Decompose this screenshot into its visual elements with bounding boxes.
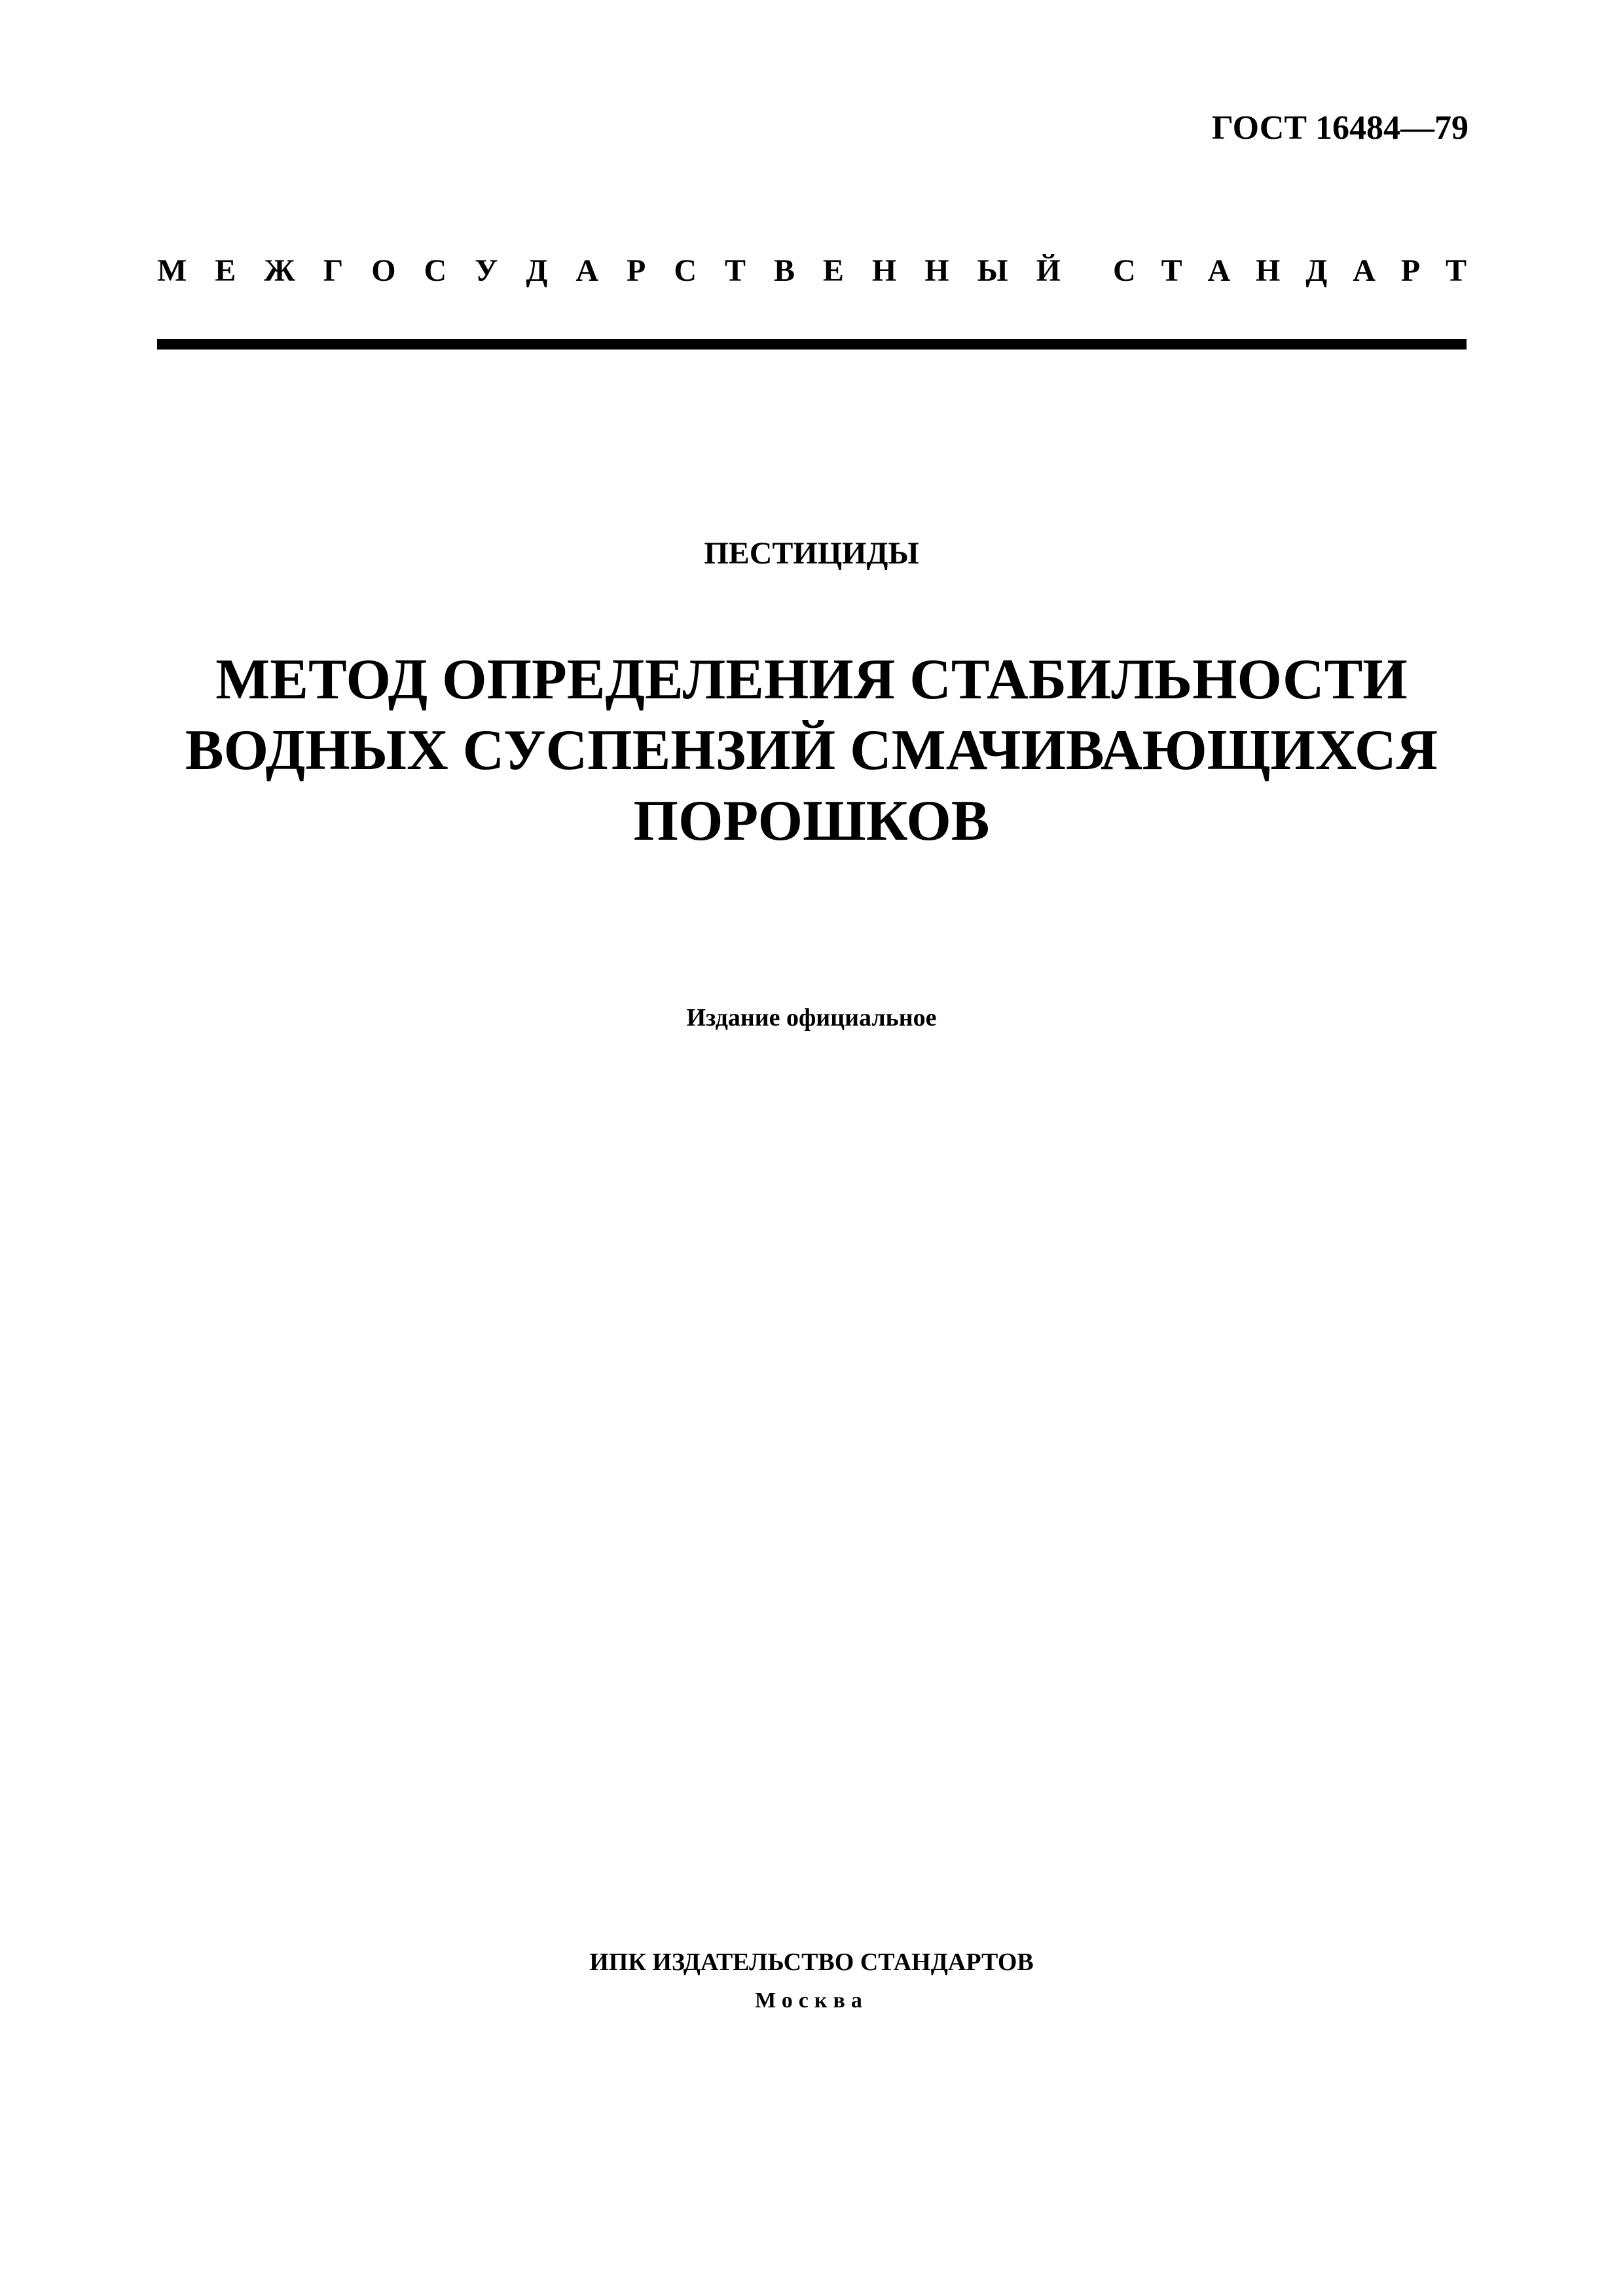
spaced-letter: Н xyxy=(871,253,897,288)
document-subject: ПЕСТИЦИДЫ xyxy=(704,536,919,571)
edition-note: Издание официальное xyxy=(686,1004,937,1031)
spaced-letter: Н xyxy=(1256,253,1281,288)
spaced-letter: А xyxy=(575,253,599,288)
spaced-letter: В xyxy=(773,253,795,288)
spaced-letter: Н xyxy=(924,253,949,288)
spaced-letter: У xyxy=(475,253,498,288)
spaced-letter: А xyxy=(1353,253,1376,288)
header-divider-rule xyxy=(157,339,1467,350)
spaced-letter: Д xyxy=(526,253,548,288)
spaced-letter: Т xyxy=(724,253,746,288)
spaced-letter: Е xyxy=(822,253,844,288)
spaced-letter: С xyxy=(424,253,447,288)
publisher-city: Москва xyxy=(755,1988,868,2013)
publisher-name: ИПК ИЗДАТЕЛЬСТВО СТАНДАРТОВ xyxy=(589,1948,1034,1976)
title-line-3: ПОРОШКОВ xyxy=(633,789,990,853)
standard-type-heading xyxy=(157,255,1467,287)
spaced-letter: Й xyxy=(1036,253,1061,288)
title-line-1: МЕТОД ОПРЕДЕЛЕНИЯ СТАБИЛЬНОСТИ xyxy=(215,648,1408,711)
spaced-letter: Д xyxy=(1305,253,1328,288)
gost-number: ГОСТ 16484—79 xyxy=(1211,109,1468,147)
spaced-letter: Е xyxy=(215,253,236,288)
title-line-2: ВОДНЫХ СУСПЕНЗИЙ СМАЧИВАЮЩИХСЯ xyxy=(185,719,1438,782)
spaced-letter: М xyxy=(157,253,187,288)
spaced-letter: Р xyxy=(1400,253,1421,288)
spaced-letter: Ж xyxy=(264,253,295,288)
spaced-letter: Р xyxy=(627,253,646,288)
spaced-letter: Ы xyxy=(977,253,1008,288)
standard-type-word-2 xyxy=(1113,255,1467,287)
spaced-letter: Т xyxy=(1445,253,1467,288)
spaced-letter: А xyxy=(1207,253,1231,288)
spaced-letter: О xyxy=(371,253,396,288)
document-title xyxy=(0,645,1623,857)
spaced-letter: Т xyxy=(1161,253,1182,288)
spaced-letter: С xyxy=(674,253,697,288)
spaced-letter: Г xyxy=(323,253,344,288)
standard-type-word-1 xyxy=(157,255,1061,287)
spaced-letter: С xyxy=(1113,253,1136,288)
